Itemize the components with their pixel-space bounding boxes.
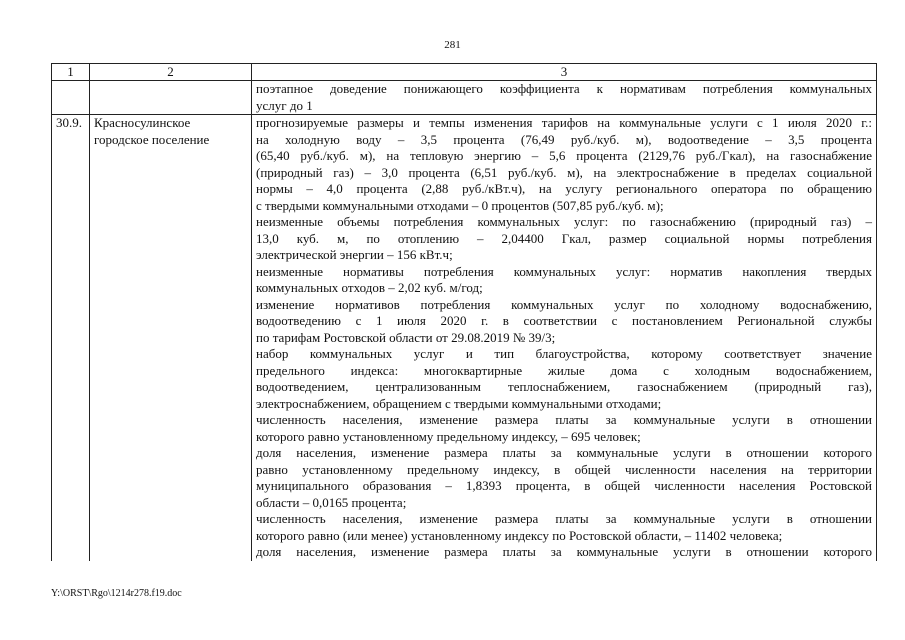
text-line: набор коммунальных услуг и тип благоустройства, которому соответствует значение	[256, 346, 872, 361]
text-line: услуг до 1	[256, 97, 313, 113]
content-paragraph	[256, 511, 872, 544]
content-paragraph	[256, 346, 872, 412]
tariff-table	[51, 63, 877, 561]
text-line: доля населения, изменение размера платы за коммунальные услуги в отношении которого	[256, 445, 872, 460]
settlement-name: Красносулинское городское поселение	[90, 115, 252, 561]
text-line: прогнозируемые размеры и темпы изменения тарифов на коммунальные услуги с 1 июля 2020 г.:	[256, 115, 872, 130]
text-line: на холодную воду – 3,5 процента (76,49 руб./куб. м), водоотведение – 3,5 процента	[256, 131, 872, 147]
content-paragraph	[256, 412, 872, 445]
text-line: равно установленному предельному индексу, в общей численности населения на территории	[256, 461, 872, 477]
content-paragraph	[256, 445, 872, 511]
text-line: (65,40 руб./куб. м), на тепловую энергию – 5,6 процента (2129,76 руб./Гкал), на газоснабжение	[256, 148, 872, 163]
text-line: водоотведению с 1 июля 2020 г. в соответствии с постановлением Региональной службы	[256, 313, 872, 328]
content-paragraph	[256, 544, 872, 561]
text-line: 13,0 куб. м, по отоплению – 2,04400 Гкал, размер социальной нормы потребления	[256, 230, 872, 246]
row-content-cell	[252, 115, 877, 561]
text-line: нормы – 4,0 процента (2,88 руб./кВт.ч), на услугу регионального оператора по обращению	[256, 181, 872, 196]
text-line: по тарифам Ростовской области от 29.08.2019 № 39/3;	[256, 329, 556, 345]
text-line: неизменные нормативы потребления коммунальных услуг: норматив накопления твердых	[256, 263, 872, 279]
content-paragraph	[256, 264, 872, 297]
text-line: (природный газ) – 3,0 процента (6,51 руб./куб. м), на электроснабжение в пределах социальной	[256, 164, 872, 180]
content-paragraph	[256, 297, 872, 347]
text-line: муниципального образования – 1,8393 процента, в общей численности населения Ростовской	[256, 478, 872, 493]
text-line: водоотведением, централизованным теплоснабжением, газоснабжением (природный газ),	[256, 379, 872, 394]
content-paragraph	[256, 214, 872, 264]
text-line: электроснабжением, обращением с твердыми коммунальными отходами;	[256, 395, 662, 411]
continuation-row	[52, 81, 877, 115]
text-line: доля населения, изменение размера платы за коммунальные услуги в отношении которого	[256, 544, 872, 559]
text-line: изменение нормативов потребления коммунальных услуг по холодному водоснабжению,	[256, 296, 872, 312]
continuation-settlement-cell	[90, 81, 252, 115]
row-number: 30.9.	[52, 115, 90, 561]
text-line: неизменные объемы потребления коммунальных услуг: по газоснабжению (природный газ) –	[256, 214, 872, 229]
text-line: поэтапное доведение понижающего коэффициента к нормативам потребления коммунальных	[256, 81, 872, 96]
text-line: предельного индекса: многоквартирные жилые дома с холодным водоснабжением,	[256, 362, 872, 378]
text-line: области – 0,0165 процента;	[256, 494, 407, 510]
text-line: численность населения, изменение размера платы за коммунальные услуги в отношении	[256, 412, 872, 427]
continuation-number-cell	[52, 81, 90, 115]
content-paragraph	[256, 115, 872, 214]
text-line: коммунальных отходов – 2,02 куб. м/год;	[256, 280, 483, 295]
header-col-3: 3	[252, 64, 877, 81]
header-col-1: 1	[52, 64, 90, 81]
header-col-2: 2	[90, 64, 252, 81]
table-row	[52, 115, 877, 561]
page-number: 281	[444, 39, 461, 51]
text-line: которого равно (или менее) установленному индексу по Ростовской области, – 11402 человека;	[256, 527, 783, 543]
text-line: численность населения, изменение размера платы за коммунальные услуги в отношении	[256, 511, 872, 526]
text-line: которого равно установленному предельному индексу, – 695 человек;	[256, 428, 641, 444]
text-line: электрической энергии – 156 кВт.ч;	[256, 247, 453, 262]
table-header-row	[52, 64, 877, 81]
text-line: с твердыми коммунальными отходами – 0 процентов (507,85 руб./куб. м);	[256, 197, 664, 213]
footer-file-path: Y:\ORST\Rgo\1214r278.f19.doc	[51, 588, 182, 599]
continuation-content-cell	[252, 81, 877, 115]
